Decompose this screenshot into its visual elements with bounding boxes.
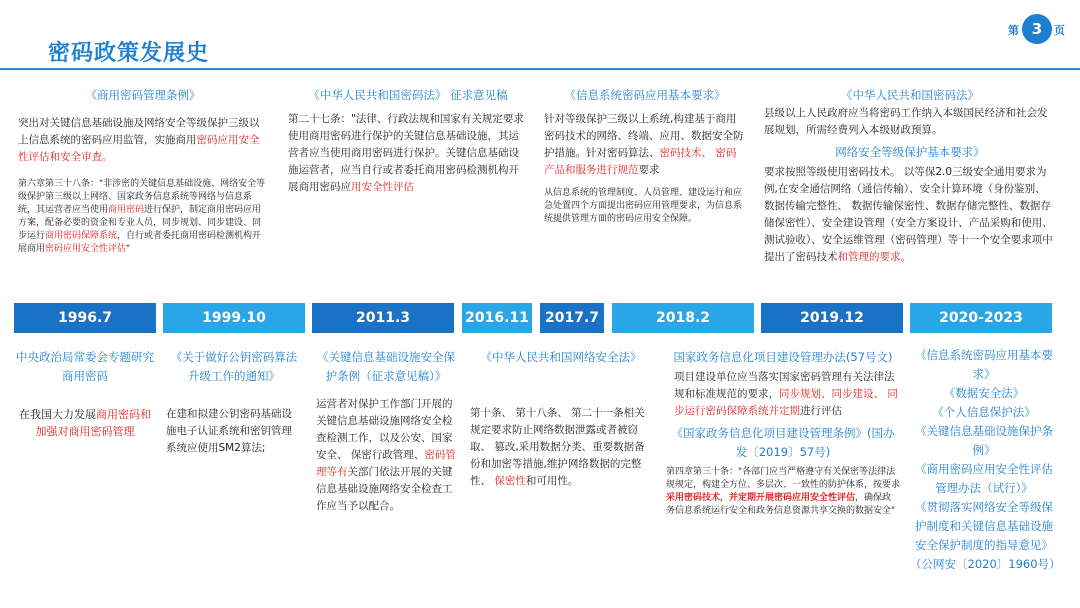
policy-link[interactable]: 《国家政务信息化项目建设管理条例》(国办发〔2019〕57号) xyxy=(671,426,895,459)
policy-link[interactable]: 《中华人民共和国密码法》 xyxy=(841,88,979,102)
policy-1996-bottom: 中央政治局常委会专题研究商用密码 在我国大力发展商用密码和加强对商用密码管理 xyxy=(16,350,154,438)
policy-2018-bottom: 国家政务信息化项目建设管理办法(57号文) 项目建设单位应当落实国家密码管理有关法律法规和标准规范的要求，同步规划、同步建设、 同步运行密码保障系统并定期进行评估 《国家政务信息化项目建设管理条例》(国办发〔2019〕57号) 第四章第三十条："各部门应当严格遵守有关保密等法律法规规定，构建全方位、多层次、一致性的防护体系，按要求采用密码技术，并定期开展密码应用安全性评估，确保政务信息系统运行安全和政务信息资源共享交换的数据安全" xyxy=(666,350,901,516)
page-title: 密码政策发展史 xyxy=(48,41,210,66)
policy-link[interactable]: 中央政治局常委会专题研究商用密码 xyxy=(16,350,154,383)
policy-2019-top: 《中华人民共和国密码法》 县级以上人民政府应当将密码工作纳入本级国民经济和社会发展规划，所需经费列入本级财政预算。 网络安全等级保护基本要求》 要求按照等级使用密码技术。 以等保2.0三级安全通用要求为例,在安全通信网络（通信传输）、安全计算环境（身份鉴别、数据传输完整性、 数据传输保密性、数据存储完整性、数据存储保密性）、安全建设管理（安全方案设计、产品采购和使用、 测试验收）、安全运维管理（密码管理）等十一个安全要求项中提出了密码技术和管理的要求。 xyxy=(764,86,1056,266)
policy-link[interactable]: 国家政务信息化项目建设管理办法(57号文) xyxy=(673,350,893,364)
policy-2017-top: 《信息系统密码应用基本要求》 针对等级保护三级以上系统,构建基于商用密码技术的网络、终端、应用、数据安全防护措施。针对密码算法、密码技术、 密码产品和服务进行规范要求 从信息系统的管理制度、人员管理、建设运行和应急处置四个方面提出密码应用管理要求，为信息系统提供管理方面的密码应用安全保障。 xyxy=(544,86,746,226)
title-underline xyxy=(0,68,1080,70)
policy-1999-bottom: 《关于做好公钥密码算法升级工作的通知》 在建和拟建公钥密码基础设施电子认证系统和密钥管理系统应使用SM2算法; xyxy=(166,348,302,457)
timeline-1996[interactable]: 1996.7 xyxy=(14,303,156,333)
policy-link[interactable]: 《关于做好公钥密码算法升级工作的通知》 xyxy=(170,350,298,383)
page-suffix: 页 xyxy=(1054,24,1065,37)
timeline-1999[interactable]: 1999.10 xyxy=(163,303,305,333)
page-number: 3 xyxy=(1022,14,1052,44)
policy-2016-bottom: 《中华人民共和国网络安全法》 第十条、 第十八条、 第二十一条相关规定要求防止网络数据泄露或者被窃取、 篡改,采用数据分类、重要数据备份和加密等措施,维护网络数据的完整性、 保密性和可用性。 xyxy=(470,348,652,490)
policy-2011-top: 《中华人民共和国密码法》 征求意见稿 第二十七条："法律、行政法规和国家有关规定要求使用商用密码进行保护的关键信息基础设施，其运营者应当使用商用密码进行保护。关键信息基础设施运营者，应当自行或者委托商用密码检测机构开展商用密码应用安全性评估 xyxy=(288,86,528,196)
policy-link[interactable]: 《关键信息基础设施保护条例》 xyxy=(915,424,1053,457)
timeline-2011[interactable]: 2011.3 xyxy=(312,303,454,333)
policy-link[interactable]: 《数据安全法》 xyxy=(943,386,1025,400)
page-number-badge xyxy=(1008,12,1068,52)
policy-link[interactable]: 网络安全等级保护基本要求》 xyxy=(835,145,985,159)
timeline-2016[interactable]: 2016.11 xyxy=(462,303,532,333)
timeline-2019[interactable]: 2019.12 xyxy=(761,303,903,333)
timeline-2017[interactable]: 2017.7 xyxy=(540,303,604,333)
policy-2011-bottom: 《关键信息基础设施安全保护条例（征求意见稿）》 运营者对保护工作部门开展的关键信息基础设施网络安全检查检测工作，以及公安、国家安全、 保密行政管理、密码管理等有关部门依法开展的关键信息基础设施网络安全检查工作应当予以配合。 xyxy=(316,350,456,512)
page-prefix: 第 xyxy=(1008,24,1019,37)
timeline-2020[interactable]: 2020-2023 xyxy=(910,303,1052,333)
policy-link[interactable]: 《中华人民共和国密码法》 征求意见稿 xyxy=(308,88,508,102)
policy-link[interactable]: 《商用密码管理条例》 xyxy=(85,88,201,102)
policy-1996-top: 《商用密码管理条例》 突出对关键信息基础设施及网络安全等级保护三级以上信息系统的密码应用监管，实施商用密码应用安全性评估和安全审查。 第六章第三十八条："非涉密的关键信息基础设施、网络安全等级保护第三级以上网络、国家政务信息系统等网络与信息系统，其运营者应当使用商用密码进行保护，制定商用密码应用方案，配备必要的资金和专业人员，同步规划、同步建设、同步运行商用密码保障系统，自行或者委托商用密码检测机构开展商用密码应用安全性评估" xyxy=(18,86,268,256)
policy-link[interactable]: 《信息系统密码应用基本要求》 xyxy=(564,88,726,102)
policy-link[interactable]: 《中华人民共和国网络安全法》 xyxy=(480,350,642,364)
policy-link[interactable]: 《贯彻落实网络安全等级保护制度和关键信息基础设施安全保护制度的指导意见》（公网安〔2020〕1960号） xyxy=(910,500,1061,571)
policy-link[interactable]: 《商用密码应用安全性评估管理办法（试行）》 xyxy=(915,462,1053,495)
policy-2020-bottom xyxy=(910,346,1061,574)
policy-link[interactable]: 《个人信息保护法》 xyxy=(932,405,1036,419)
policy-link[interactable]: 《关键信息基础设施安全保护条例（征求意见稿）》 xyxy=(317,350,455,383)
policy-link[interactable]: 《信息系统密码应用基本要求》 xyxy=(915,348,1053,381)
timeline-2018[interactable]: 2018.2 xyxy=(612,303,754,333)
